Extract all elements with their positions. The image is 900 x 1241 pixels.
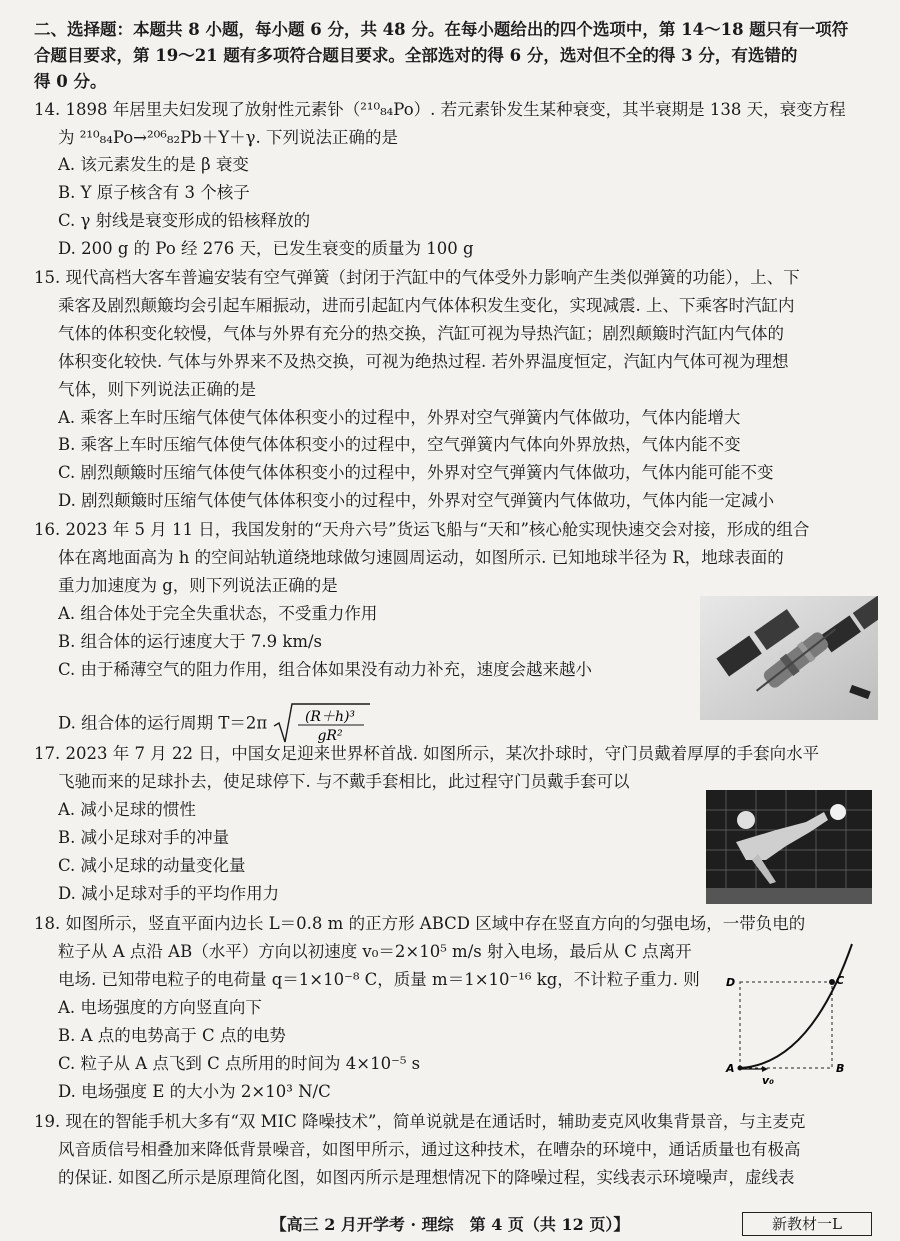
- q18-option-c: C. 粒子从 A 点飞到 C 点所用的时间为 4×10⁻⁵ s: [58, 1054, 421, 1073]
- q18-stem-line-1: 18. 如图所示，竖直平面内边长 L＝0.8 m 的正方形 ABCD 区域中存在竖直方向的匀强电场，一带负电的: [34, 914, 806, 933]
- page-footer: 【高三 2 月开学考 · 理综 第 4 页（共 12 页）】: [270, 1215, 630, 1234]
- space-station-photo: [700, 596, 878, 720]
- section-header-line-1: 二、选择题：本题共 8 小题，每小题 6 分，共 48 分。在每小题给出的四个选项中，第 14～18 题只有一项符: [34, 20, 849, 39]
- label-b: B: [836, 1062, 845, 1075]
- q16-option-d: [58, 702, 718, 746]
- label-v0: v₀: [762, 1074, 774, 1087]
- q16-option-b: B. 组合体的运行速度大于 7.9 km/s: [58, 632, 323, 651]
- q15-stem-line-3: 气体的体积变化较慢，气体与外界有充分的热交换，汽缸可视为导热汽缸；剧烈颠簸时汽缸内气体的: [58, 324, 784, 343]
- q16-stem-line-3: 重力加速度为 g，则下列说法正确的是: [58, 576, 338, 595]
- q19-stem-line-1: 19. 现在的智能手机大多有“双 MIC 降噪技术”，简单说就是在通话时，辅助麦克风收集背景音，与主麦克: [34, 1112, 806, 1131]
- q15-stem-line-4: 体积变化较快. 气体与外界来不及热交换，可视为绝热过程. 若外界温度恒定，汽缸内气体可视为理想: [58, 352, 789, 371]
- q16-stem-line-2: 体在离地面高为 h 的空间站轨道绕地球做匀速圆周运动，如图所示. 已知地球半径为 R，地球表面的: [58, 548, 784, 567]
- q16-option-c: C. 由于稀薄空气的阻力作用，组合体如果没有动力补充，速度会越来越小: [58, 660, 593, 679]
- formula-numerator: (R＋h)³: [305, 709, 356, 725]
- label-d: D: [726, 976, 736, 989]
- q17-option-d: D. 减小足球对手的平均作用力: [58, 884, 280, 903]
- q14-stem-line-1: 14. 1898 年居里夫妇发现了放射性元素钋（²¹⁰₈₄Po）. 若元素钋发生某种衰变，其半衰期是 138 天，衰变方程: [34, 100, 846, 119]
- q15-stem-line-5: 气体，则下列说法正确的是: [58, 380, 256, 399]
- section-header-line-2: 合题目要求，第 19～21 题有多项符合题目要求。全部选对的得 6 分，选对但不全的得 3 分，有选错的: [34, 46, 798, 65]
- label-a: A: [726, 1062, 735, 1075]
- q14-option-b: B. Y 原子核含有 3 个核子: [58, 183, 250, 202]
- q15-option-d: D. 剧烈颠簸时压缩气体使气体体积变小的过程中，外界对空气弹簧内气体做功，气体内能一定减小: [58, 491, 775, 510]
- q18-option-b: B. A 点的电势高于 C 点的电势: [58, 1026, 286, 1045]
- q19-stem-line-2: 风音质信号相叠加来降低背景噪音，如图甲所示，通过这种技术，在嘈杂的环境中，通话质量也有极高: [58, 1140, 801, 1159]
- field-diagram: [720, 938, 870, 1088]
- particle-trajectory: [740, 944, 852, 1068]
- q16-option-a: A. 组合体处于完全失重状态，不受重力作用: [58, 604, 378, 623]
- q15-option-c: C. 剧烈颠簸时压缩气体使气体体积变小的过程中，外界对空气弹簧内气体做功，气体内能可能不变: [58, 463, 774, 482]
- label-c: C: [836, 974, 845, 987]
- q17-stem-line-2: 飞驰而来的足球扑去，使足球停下. 与不戴手套相比，此过程守门员戴手套可以: [58, 772, 630, 791]
- goalkeeper-photo: [706, 790, 872, 904]
- q18-option-a: A. 电场强度的方向竖直向下: [58, 998, 262, 1017]
- formula-denominator: gR²: [317, 728, 344, 744]
- football: [830, 804, 846, 820]
- q15-option-b: B. 乘客上车时压缩气体使气体体积变小的过程中，空气弹簧内气体向外界放热，气体内能不变: [58, 435, 741, 454]
- q15-option-a: A. 乘客上车时压缩气体使气体体积变小的过程中，外界对空气弹簧内气体做功，气体内能增大: [58, 408, 741, 427]
- q16-stem-line-1: 16. 2023 年 5 月 11 日，我国发射的“天舟六号”货运飞船与“天和”核心舱实现快速交会对接，形成的组合: [34, 520, 810, 539]
- edition-tag: 新教材一L: [742, 1212, 872, 1236]
- q14-option-d: D. 200 g 的 Po 经 276 天，已发生衰变的质量为 100 g: [58, 239, 474, 258]
- q18-stem-line-2: 粒子从 A 点沿 AB（水平）方向以初速度 v₀＝2×10⁵ m/s 射入电场，最后从 C 点离开: [58, 942, 692, 961]
- section-header-line-3: 得 0 分。: [34, 72, 107, 91]
- q15-stem-line-1: 15. 现代高档大客车普遍安装有空气弹簧（封闭于汽缸中的气体受外力影响产生类似弹簧的功能），上、下: [34, 268, 800, 287]
- q16-option-d-label: D. 组合体的运行周期 T＝2π: [58, 713, 268, 733]
- q19-stem-line-3: 的保证. 如图乙所示是原理简化图，如图丙所示是理想情况下的降噪过程，实线表示环境噪声，虚线表: [58, 1168, 795, 1187]
- q17-option-c: C. 减小足球的动量变化量: [58, 856, 246, 875]
- velocity-arrow: [762, 1066, 768, 1072]
- q14-option-c: C. γ 射线是衰变形成的铅核释放的: [58, 211, 311, 230]
- q14-option-a: A. 该元素发生的是 β 衰变: [58, 155, 249, 174]
- q16-period-formula: [272, 702, 372, 746]
- q17-stem-line-1: 17. 2023 年 7 月 22 日，中国女足迎来世界杯首战. 如图所示，某次扑球时，守门员戴着厚厚的手套向水平: [34, 744, 820, 763]
- q18-option-d: D. 电场强度 E 的大小为 2×10³ N/C: [58, 1082, 331, 1101]
- q15-stem-line-2: 乘客及剧烈颠簸均会引起车厢振动，进而引起缸内气体体积发生变化，实现减震. 上、下乘客时汽缸内: [58, 296, 795, 315]
- q17-option-b: B. 减小足球对手的冲量: [58, 828, 230, 847]
- q17-option-a: A. 减小足球的惯性: [58, 800, 196, 819]
- square-region: [740, 982, 832, 1068]
- q14-stem-line-2: 为 ²¹⁰₈₄Po→²⁰⁶₈₂Pb＋Y＋γ. 下列说法正确的是: [58, 128, 398, 147]
- q18-stem-line-3: 电场. 已知带电粒子的电荷量 q＝1×10⁻⁸ C，质量 m＝1×10⁻¹⁶ kg，不计粒子重力. 则: [58, 970, 700, 989]
